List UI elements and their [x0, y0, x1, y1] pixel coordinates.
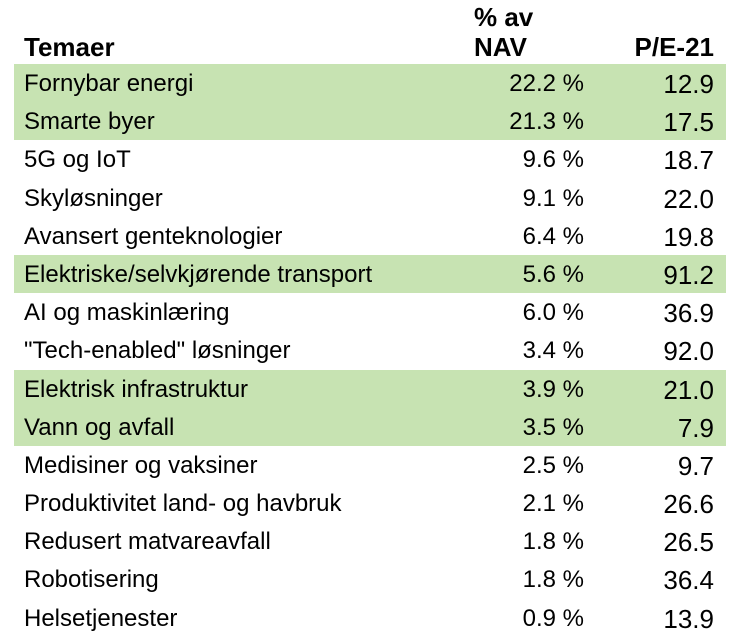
table-row [14, 446, 726, 484]
table-header [14, 0, 726, 64]
table-row [14, 331, 726, 369]
pe-cell: 26.5 [663, 527, 714, 558]
nav-percent-cell: 22.2 % [509, 70, 584, 97]
nav-percent-cell: 9.1 % [522, 184, 584, 212]
theme-cell: Robotisering [24, 566, 159, 594]
nav-percent-cell: 6.4 % [522, 222, 584, 250]
table-row [14, 370, 726, 408]
table-row [14, 560, 726, 598]
table-body [14, 64, 726, 637]
pe-cell: 92.0 [663, 336, 714, 367]
table-row [14, 293, 726, 331]
table-row [14, 599, 726, 637]
pe-cell: 9.7 [677, 450, 714, 481]
nav-percent-cell: 3.4 % [522, 337, 584, 365]
theme-cell: "Tech-enabled" løsninger [24, 337, 291, 365]
header-themes: Temaer [24, 32, 115, 62]
pe-cell: 18.7 [663, 145, 714, 176]
nav-percent-cell: 3.9 % [522, 375, 584, 403]
table-row [14, 140, 726, 178]
nav-percent-cell: 2.5 % [522, 451, 584, 479]
nav-percent-cell: 9.6 % [522, 146, 584, 174]
pe-cell: 21.0 [663, 374, 714, 405]
table-row [14, 255, 726, 293]
header-nav-percent: % av NAV [474, 2, 534, 62]
pe-cell: 7.9 [677, 412, 714, 443]
pe-cell: 12.9 [663, 69, 714, 99]
pe-cell: 22.0 [663, 183, 714, 214]
theme-cell: Medisiner og vaksiner [24, 451, 258, 479]
table-row [14, 179, 726, 217]
theme-cell: AI og maskinlæring [24, 299, 230, 327]
theme-cell: Elektrisk infrastruktur [24, 375, 249, 403]
nav-percent-cell: 21.3 % [509, 108, 584, 136]
themes-table [14, 0, 726, 637]
pe-cell: 13.9 [663, 603, 714, 634]
nav-percent-cell: 3.5 % [522, 413, 584, 441]
theme-cell: Skyløsninger [24, 184, 163, 212]
table-row [14, 522, 726, 560]
theme-cell: Vann og avfall [24, 413, 175, 441]
theme-cell: Produktivitet land- og havbruk [24, 490, 342, 518]
nav-percent-cell: 2.1 % [522, 490, 584, 518]
theme-cell: Helsetjenester [24, 604, 178, 632]
table-row [14, 217, 726, 255]
pe-cell: 36.4 [663, 565, 714, 596]
theme-cell: Smarte byer [24, 108, 155, 136]
nav-percent-cell: 5.6 % [522, 260, 584, 288]
table-row [14, 64, 726, 102]
nav-percent-cell: 1.8 % [522, 528, 584, 556]
nav-percent-cell: 1.8 % [522, 566, 584, 594]
theme-cell: Avansert genteknologier [24, 222, 283, 250]
pe-cell: 19.8 [663, 221, 714, 252]
pe-cell: 26.6 [663, 489, 714, 520]
theme-cell: Elektriske/selvkjørende transport [24, 260, 373, 288]
pe-cell: 36.9 [663, 298, 714, 329]
theme-cell: Redusert matvareavfall [24, 528, 271, 556]
header-pe-21: P/E-21 [634, 32, 714, 62]
table-row [14, 408, 726, 446]
nav-percent-cell: 6.0 % [522, 299, 584, 327]
table-row [14, 484, 726, 522]
pe-cell: 91.2 [663, 259, 714, 290]
theme-cell: 5G og IoT [24, 146, 131, 174]
table-row [14, 102, 726, 140]
pe-cell: 17.5 [663, 107, 714, 138]
theme-cell: Fornybar energi [24, 70, 194, 97]
nav-percent-cell: 0.9 % [522, 604, 584, 632]
